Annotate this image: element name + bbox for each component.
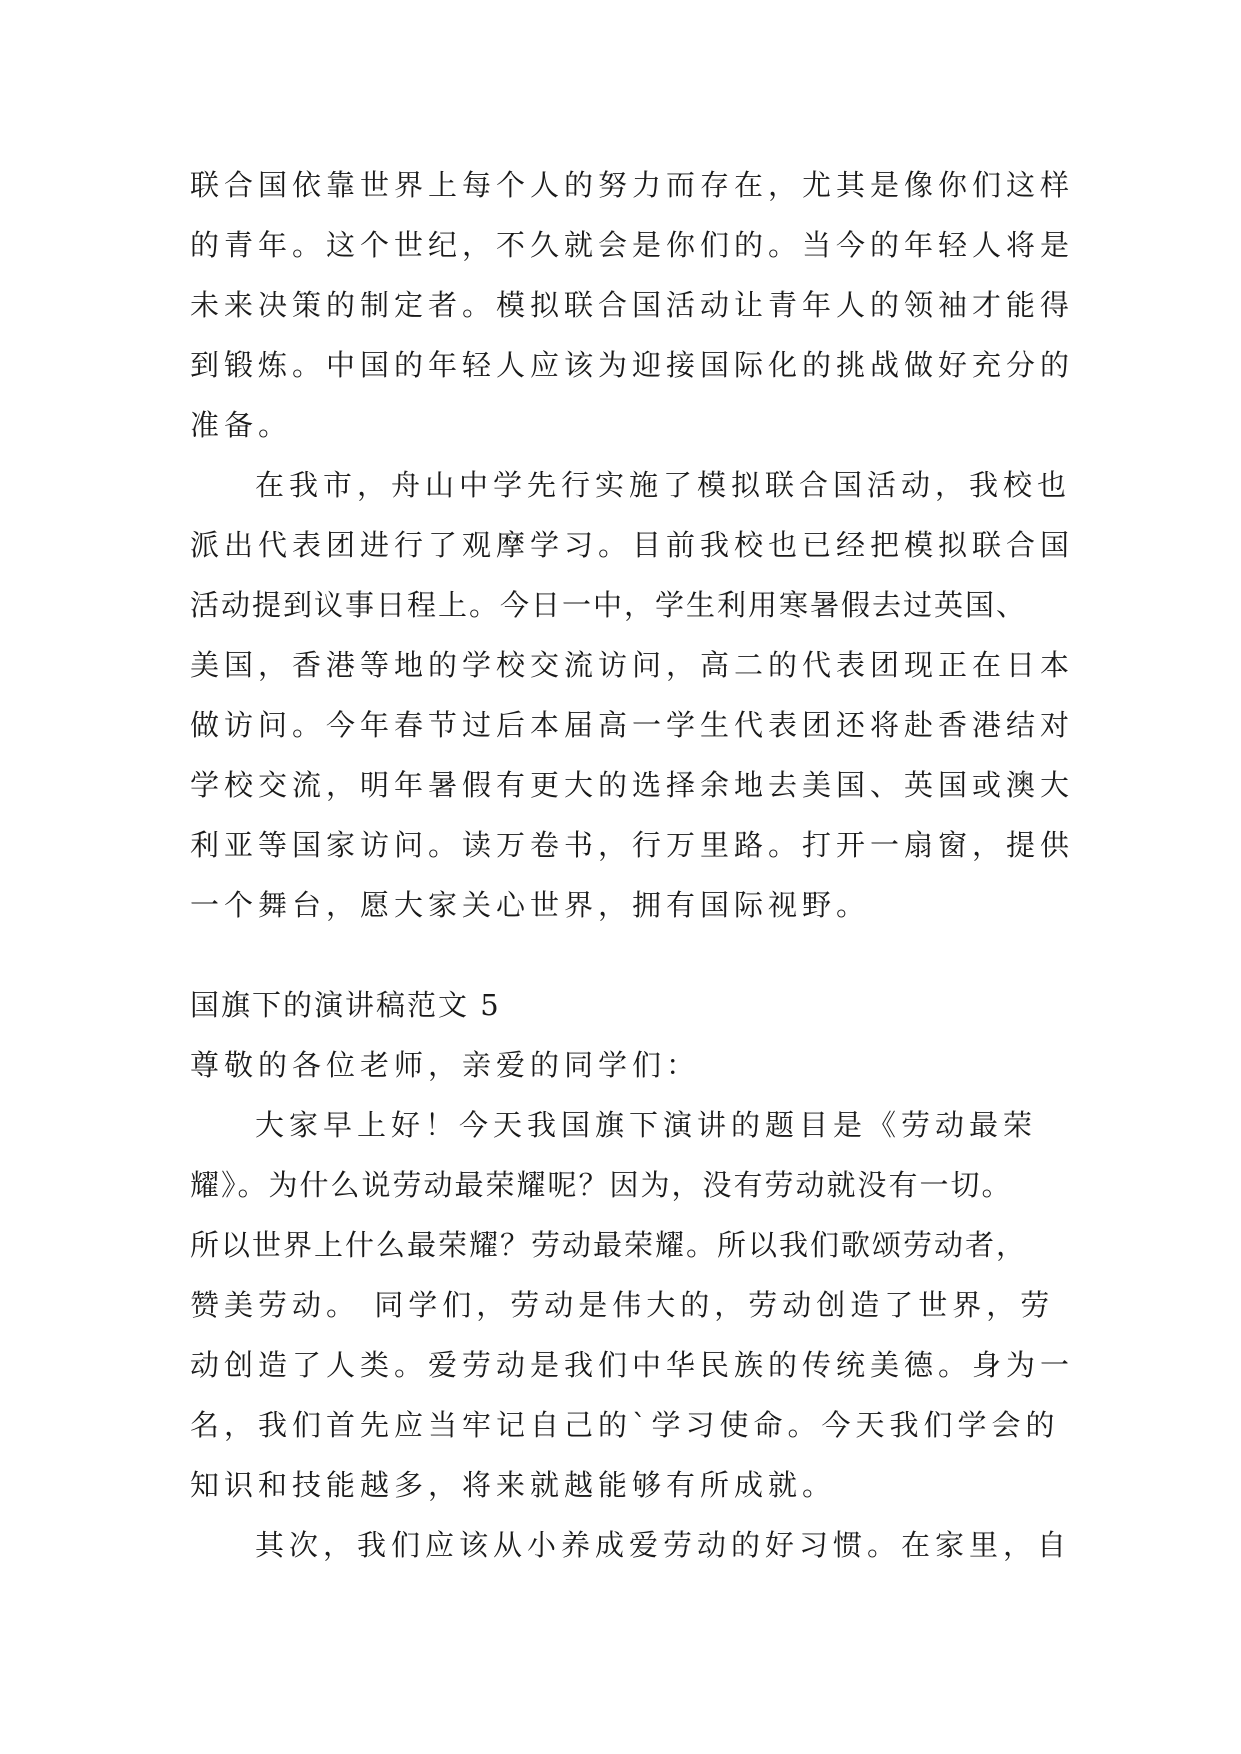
paragraph-line: 知识和技能越多，将来就越能够有所成就。 (190, 1468, 837, 1502)
paragraph-line: 动创造了人类。爱劳动是我们中华民族的传统美德。身为一 (190, 1348, 1075, 1382)
paragraph-line: 的青年。这个世纪，不久就会是你们的。当今的年轻人将是 (190, 228, 1075, 262)
paragraph-line: 利亚等国家访问。读万卷书，行万里路。打开一扇窗，提供 (190, 828, 1075, 862)
paragraph-line: 到锻炼。中国的年轻人应该为迎接国际化的挑战做好充分的 (190, 348, 1075, 382)
paragraph-line: 未来决策的制定者。模拟联合国活动让青年人的领袖才能得 (190, 288, 1075, 322)
paragraph-line: 学校交流，明年暑假有更大的选择余地去美国、英国或澳大 (190, 768, 1075, 802)
paragraph-line: 活动提到议事日程上。今日一中，学生利用寒暑假去过英国、 (190, 588, 1028, 622)
paragraph-line: 名，我们首先应当牢记自己的`学习使命。今天我们学会的 (190, 1408, 1060, 1442)
salutation: 尊敬的各位老师，亲爱的同学们： (190, 1048, 701, 1082)
paragraph-line: 赞美劳动。 同学们，劳动是伟大的，劳动创造了世界，劳 (190, 1288, 1055, 1322)
paragraph-line: 派出代表团进行了观摩学习。目前我校也已经把模拟联合国 (190, 528, 1075, 562)
paragraph-line: 耀》。为什么说劳动最荣耀呢？因为，没有劳动就没有一切。 (190, 1168, 1013, 1202)
paragraph-line: 所以世界上什么最荣耀？劳动最荣耀。所以我们歌颂劳动者， (190, 1228, 1028, 1262)
paragraph-line: 一个舞台，愿大家关心世界，拥有国际视野。 (190, 888, 871, 922)
paragraph-line: 大家早上好！今天我国旗下演讲的题目是《劳动最荣 (255, 1108, 1038, 1142)
paragraph-line: 在我市，舟山中学先行实施了模拟联合国活动，我校也 (255, 468, 1072, 502)
section-heading: 国旗下的演讲稿范文 5 (190, 988, 501, 1022)
paragraph-line: 准备。 (190, 408, 293, 442)
paragraph-line: 联合国依靠世界上每个人的努力而存在，尤其是像你们这样 (190, 168, 1075, 202)
paragraph-line: 做访问。今年春节过后本届高一学生代表团还将赴香港结对 (190, 708, 1075, 742)
paragraph-line: 美国，香港等地的学校交流访问，高二的代表团现正在日本 (190, 648, 1075, 682)
paragraph-line: 其次，我们应该从小养成爱劳动的好习惯。在家里，自 (255, 1528, 1072, 1562)
